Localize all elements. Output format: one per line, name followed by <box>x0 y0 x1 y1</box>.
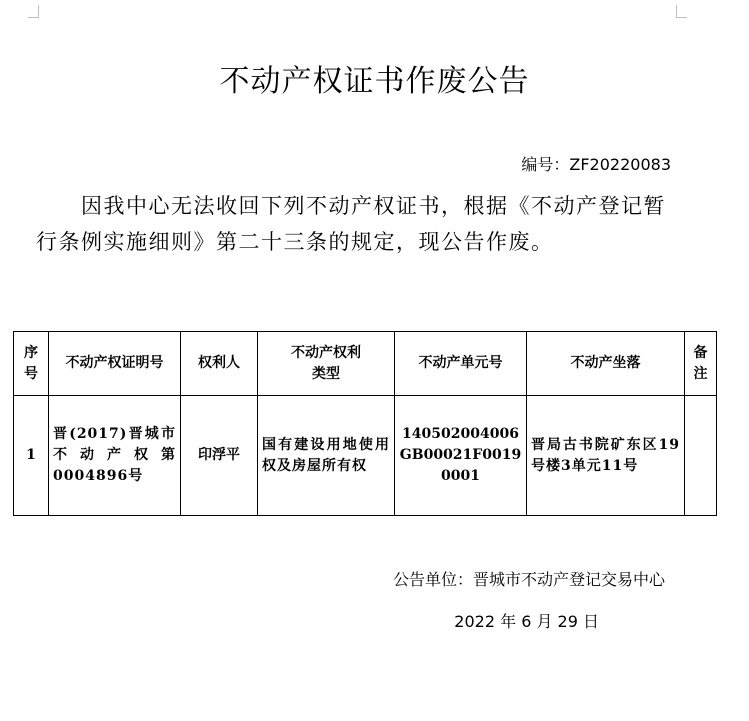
cell-remark <box>685 396 717 516</box>
cell-cert-no: 晋(2017)晋城市不动产权第0004896号 <box>49 396 181 516</box>
header-seq: 序号 <box>14 332 49 396</box>
cell-holder: 印浮平 <box>181 396 258 516</box>
header-right-type <box>258 332 395 396</box>
voided-certificate-table <box>13 331 717 516</box>
header-remark: 备注 <box>685 332 717 396</box>
cell-unit-no: 140502004006GB00021F00190001 <box>395 396 527 516</box>
issue-date: 2022 年 6 月 29 日 <box>454 612 599 631</box>
header-right-type-label: 不动产权利类型 <box>291 344 361 382</box>
table-row <box>14 396 717 516</box>
cell-right-type: 国有建设用地使用权及房屋所有权 <box>258 396 395 516</box>
cell-seq: 1 <box>14 396 49 516</box>
cell-location: 晋局古书院矿东区19号楼3单元11号 <box>527 396 685 516</box>
document-number: 编号：ZF20220083 <box>521 155 671 174</box>
issuing-unit: 公告单位：晋城市不动产登记交易中心 <box>392 570 665 589</box>
header-unit-no: 不动产单元号 <box>395 332 527 396</box>
page-title: 不动产权证书作废公告 <box>219 64 530 99</box>
header-location: 不动产坐落 <box>527 332 685 396</box>
header-holder: 权利人 <box>181 332 258 396</box>
page-corner-mark-left <box>28 5 39 18</box>
header-cert-no: 不动产权证明号 <box>49 332 181 396</box>
page-corner-mark-right <box>676 5 687 18</box>
table-header-row <box>14 332 717 396</box>
notice-body-paragraph: 因我中心无法收回下列不动产权证书，根据《不动产登记暂行条例实施细则》第二十三条的规定，现公告作废。 <box>36 194 666 254</box>
